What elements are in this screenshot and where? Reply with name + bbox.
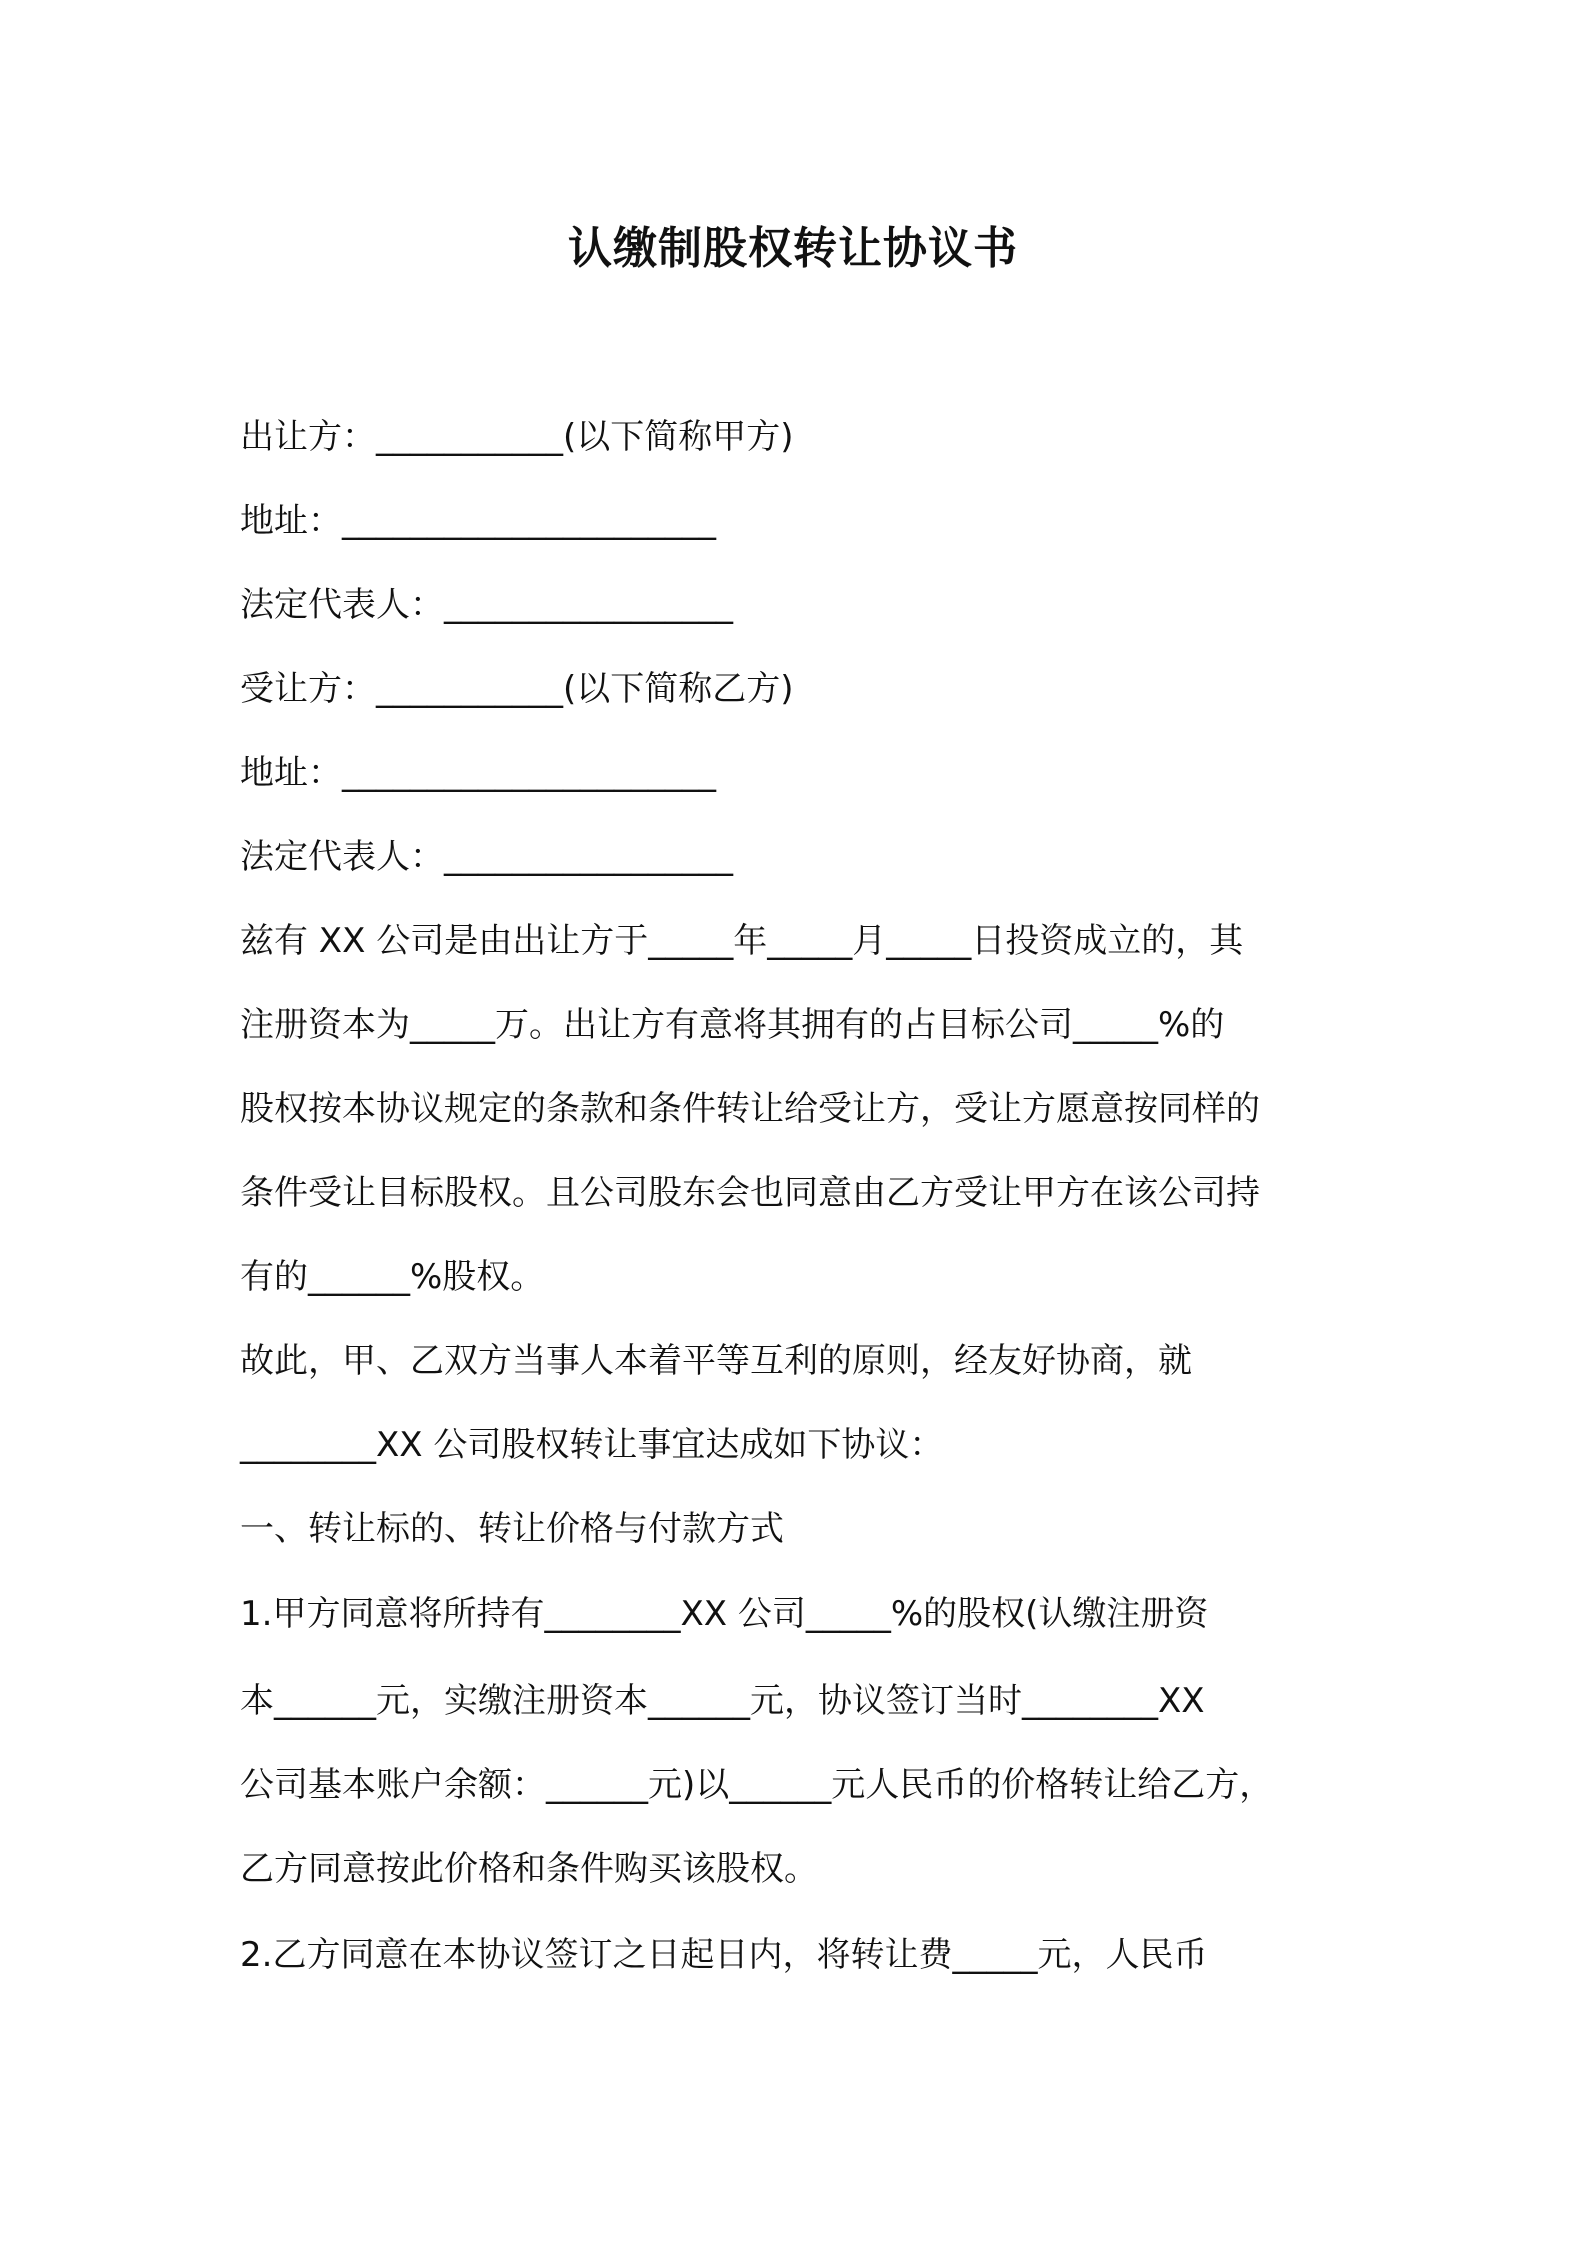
preamble-line-5: 有的______%股权。	[240, 1257, 545, 1297]
transferee-line: 受让方：___________(以下简称乙方)	[240, 669, 794, 709]
clause-1-line-4: 乙方同意按此价格和条件购买该股权。	[240, 1849, 818, 1889]
agreement-intro-line-2: ________XX 公司股权转让事宜达成如下协议：	[240, 1425, 944, 1465]
transferee-legal-rep-line: 法定代表人：_________________	[240, 837, 733, 877]
section-heading-1: 一、转让标的、转让价格与付款方式	[240, 1509, 784, 1549]
document-title: 认缴制股权转让协议书	[568, 223, 1018, 274]
preamble-line-1: 兹有 XX 公司是由出让方于_____年_____月_____日投资成立的，其	[240, 921, 1244, 961]
transferor-legal-rep-line: 法定代表人：_________________	[240, 585, 733, 625]
clause-1-line-1: 1.甲方同意将所持有________XX 公司_____%的股权(认缴注册资	[240, 1594, 1209, 1634]
clause-1-line-2: 本______元，实缴注册资本______元，协议签订当时________XX	[240, 1681, 1205, 1721]
clause-2-line-1: 2.乙方同意在本协议签订之日起日内，将转让费_____元，人民币	[240, 1935, 1208, 1975]
preamble-line-2: 注册资本为_____万。出让方有意将其拥有的占目标公司_____%的	[240, 1005, 1225, 1045]
agreement-intro-line-1: 故此，甲、乙双方当事人本着平等互利的原则，经友好协商，就	[240, 1341, 1192, 1381]
preamble-line-3: 股权按本协议规定的条款和条件转让给受让方，受让方愿意按同样的	[240, 1089, 1260, 1129]
clause-1-line-3: 公司基本账户余额：______元)以______元人民币的价格转让给乙方，	[240, 1765, 1274, 1805]
transferor-line: 出让方：___________(以下简称甲方)	[240, 417, 794, 457]
transferee-address-line: 地址：______________________	[240, 753, 716, 793]
preamble-line-4: 条件受让目标股权。且公司股东会也同意由乙方受让甲方在该公司持	[240, 1173, 1260, 1213]
transferor-address-line: 地址：______________________	[240, 501, 716, 541]
